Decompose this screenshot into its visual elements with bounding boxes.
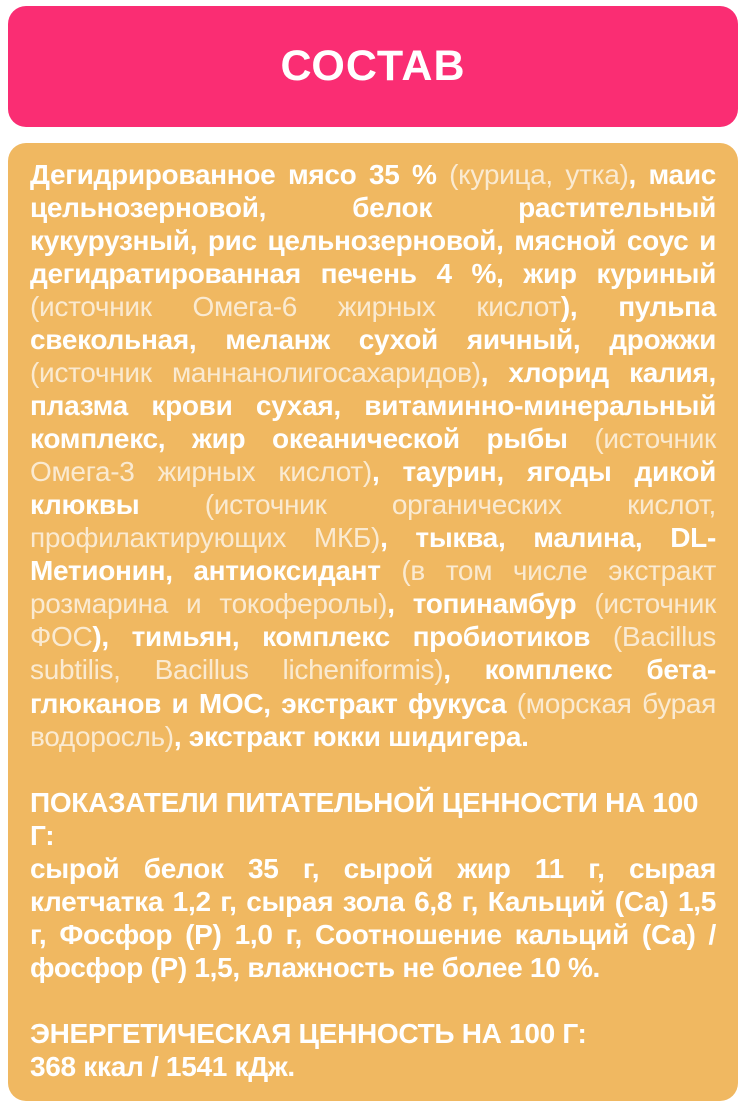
composition-run: ), пульпа свекольная, меланж сухой яичный, дрожжи <box>30 291 716 356</box>
composition-run: , экстракт юкки шидигера. <box>173 720 529 752</box>
composition-header-banner <box>8 6 738 127</box>
composition-run: , маис цельнозерновой, белок растительный кукурузный, рис цельнозерновой, мясной соус и дегидратированная печень 4 %, жир куриный <box>30 159 716 290</box>
composition-run: (Bacillus subtilis, Bacillus licheniformis) <box>30 621 716 686</box>
composition-run: Дегидрированное мясо 35 % <box>30 159 450 190</box>
composition-run: (источник Омега-6 жирных кислот <box>30 291 561 323</box>
composition-run: (источник маннанолигосахаридов) <box>30 357 481 389</box>
nutrition-section <box>30 786 716 984</box>
composition-run: (в том числе экстракт розмарина и токоферолы) <box>30 555 716 620</box>
nutrition-heading: ПОКАЗАТЕЛИ ПИТАТЕЛЬНОЙ ЦЕННОСТИ НА 100 Г: <box>30 786 699 851</box>
composition-run: (источник органических кислот, профилактирующих МКБ) <box>30 489 716 554</box>
composition-text <box>30 158 716 753</box>
composition-run: (источник Омега-3 жирных кислот) <box>30 423 716 488</box>
composition-title: СОСТАВ <box>280 42 466 90</box>
composition-run: (курица, утка) <box>449 159 629 190</box>
composition-run: , таурин, ягоды дикой клюквы <box>30 456 717 521</box>
composition-run: (источник ФОС <box>30 588 717 653</box>
nutrition-values: сырой белок 35 г, сырой жир 11 г, сырая клетчатка 1,2 г, сырая зола 6,8 г, Кальций (Са) 1,5 г, Фосфор (Р) 1,0 г, Соотношение кальций (Са) / фосфор (Р) 1,5, влажность не более 10 %. <box>30 852 716 983</box>
composition-run: , хлорид калия, плазма крови сухая, витаминно-минеральный комплекс, жир океанической рыбы <box>30 357 716 455</box>
composition-run: (морская бурая водоросль) <box>30 687 716 752</box>
composition-run: , топинамбур <box>387 588 595 620</box>
energy-section <box>30 1017 716 1083</box>
ingredients-panel <box>8 143 738 1101</box>
energy-heading: ЭНЕРГЕТИЧЕСКАЯ ЦЕННОСТЬ НА 100 Г: <box>30 1017 587 1049</box>
composition-run: , комплекс бета-глюканов и МОС, экстракт фукуса <box>30 654 717 719</box>
composition-run: , тыква, малина, DL-Метионин, антиоксидант <box>30 522 716 587</box>
energy-value: 368 ккал / 1541 кДж. <box>30 1050 295 1082</box>
composition-run: ), тимьян, комплекс пробиотиков <box>92 621 613 653</box>
